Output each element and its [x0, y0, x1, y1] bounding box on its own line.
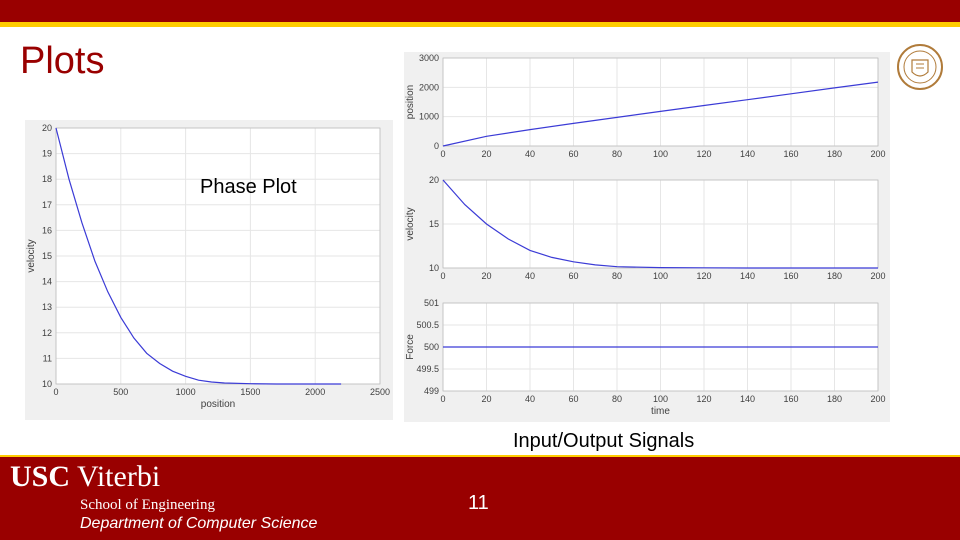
force-xtick-label: 40 [524, 394, 536, 404]
phase-ytick-label: 17 [41, 199, 52, 210]
phase-ytick-label: 16 [41, 225, 52, 236]
signals-plot-chart [404, 52, 890, 422]
phase-ytick-label: 19 [41, 148, 52, 159]
velocity-xtick-label: 60 [568, 271, 579, 281]
slide-title: Plots [20, 40, 105, 82]
force-xtick-label: 180 [826, 394, 843, 404]
position-xtick-label: 180 [826, 149, 843, 159]
phase-ytick-label: 20 [41, 123, 52, 133]
phase-ytick-label: 18 [41, 174, 52, 185]
io-signals-label: Input/Output Signals [513, 430, 695, 452]
velocity-xtick-label: 120 [696, 271, 712, 281]
position-xtick-label: 140 [739, 149, 756, 159]
force-ytick-label: 501 [423, 298, 439, 308]
position-xtick-label: 80 [611, 149, 623, 159]
velocity-xtick-label: 140 [739, 271, 756, 281]
position-ylabel: position [405, 84, 416, 120]
phase-plot-panel [25, 120, 393, 420]
force-xtick-label: 20 [481, 394, 492, 404]
velocity-xtick-label: 100 [652, 271, 669, 281]
force-ytick-label: 499.5 [416, 364, 439, 374]
position-xtick-label: 40 [524, 149, 536, 159]
force-xtick-label: 80 [611, 394, 623, 404]
phase-plot-chart [25, 120, 393, 420]
velocity-ytick-label: 10 [428, 263, 439, 273]
top-banner [0, 0, 960, 22]
phase-ytick-label: 14 [41, 276, 52, 287]
position-xtick-label: 60 [568, 149, 579, 159]
velocity-xtick-label: 160 [783, 271, 799, 281]
logo-viterbi-text: Viterbi [76, 460, 161, 493]
velocity-ytick-label: 20 [428, 175, 439, 185]
position-ytick-label: 2000 [418, 82, 439, 93]
phase-plot-label: Phase Plot [200, 176, 297, 198]
phase-ytick-label: 13 [41, 302, 52, 313]
force-ytick-label: 500 [423, 342, 439, 352]
velocity-xtick-label: 20 [481, 271, 492, 281]
phase-ytick-label: 12 [41, 327, 52, 338]
phase-ytick-label: 15 [41, 251, 52, 261]
force-xtick-label: 200 [870, 394, 886, 404]
position-ytick-label: 3000 [418, 53, 439, 63]
phase-xlabel: position [200, 399, 236, 410]
phase-xtick-label: 2500 [369, 387, 391, 397]
usc-seal-icon [893, 42, 947, 92]
velocity-xtick-label: 40 [524, 271, 536, 281]
position-xtick-label: 20 [481, 149, 492, 159]
phase-xtick-label: 2000 [305, 387, 326, 397]
phase-ytick-label: 11 [42, 353, 52, 364]
logo-usc-text: USC [10, 460, 71, 493]
phase-ytick-label: 10 [41, 379, 52, 389]
usc-viterbi-logo [10, 460, 160, 494]
position-xtick-label: 0 [440, 149, 446, 159]
phase-xtick-label: 1000 [175, 387, 196, 397]
velocity-ytick-label: 15 [428, 219, 439, 229]
force-ylabel: Force [405, 334, 416, 360]
force-xtick-label: 60 [568, 394, 579, 404]
position-xtick-label: 100 [652, 149, 669, 159]
force-xtick-label: 140 [739, 394, 756, 404]
force-xtick-label: 120 [696, 394, 712, 404]
position-ytick-label: 0 [433, 141, 439, 151]
force-ytick-label: 499 [423, 386, 439, 396]
position-xtick-label: 200 [870, 149, 886, 159]
signals-plot-panel [404, 52, 890, 422]
force-xtick-label: 100 [652, 394, 669, 404]
force-ytick-label: 500.5 [416, 320, 439, 330]
school-name: School of Engineering [80, 497, 215, 513]
top-banner-stripe [0, 22, 960, 27]
velocity-xtick-label: 180 [826, 271, 843, 281]
slide-number: 11 [468, 492, 489, 514]
phase-ylabel: velocity [26, 239, 37, 273]
phase-xtick-label: 0 [53, 387, 59, 397]
force-xlabel: time [651, 406, 670, 417]
velocity-xtick-label: 80 [611, 271, 623, 281]
position-xtick-label: 120 [696, 149, 712, 159]
velocity-ylabel: velocity [405, 207, 416, 241]
velocity-xtick-label: 200 [870, 271, 886, 281]
department-name: Department of Computer Science [80, 515, 318, 532]
phase-xtick-label: 1500 [240, 387, 261, 397]
force-xtick-label: 0 [440, 394, 446, 404]
position-ytick-label: 1000 [418, 111, 439, 122]
phase-xtick-label: 500 [113, 387, 129, 397]
velocity-xtick-label: 0 [440, 271, 446, 281]
force-xtick-label: 160 [783, 394, 799, 404]
position-xtick-label: 160 [783, 149, 799, 159]
